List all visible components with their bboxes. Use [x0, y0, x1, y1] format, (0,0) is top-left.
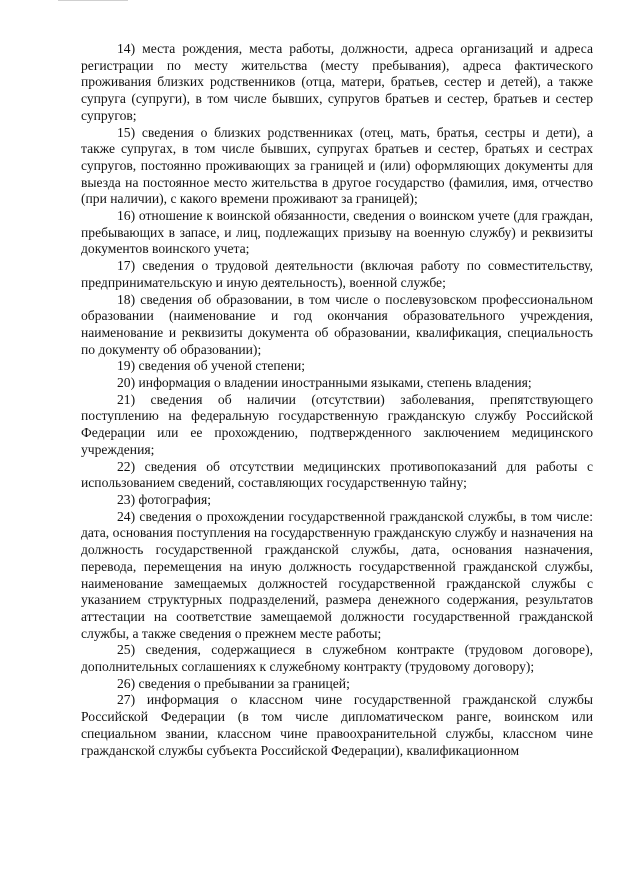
list-item-24: 24) сведения о прохождении государственной гражданской службы, в том числе: дата, основания поступления на государственную гражданскую службу и назначения на должность государственной гражданской службы, дата, основания назначения, перевода, перемещения на иную должность государственной гражданской службы, наименование замещаемых должностей государственной гражданской службы с указанием структурных подразделений, размера денежного содержания, результатов аттестации на соответствие замещаемой должности государственной гражданской службы, а также сведения о прежнем месте работы;: [81, 508, 593, 641]
document-page: [81, 41, 593, 759]
scan-edge-mark: [58, 0, 128, 4]
list-item-19: 19) сведения об ученой степени;: [117, 358, 306, 374]
list-item-16: 16) отношение к воинской обязанности, сведения о воинском учете (для граждан, пребывающих в запасе, и лиц, подлежащих призыву на военную службу) и реквизиты документов воинского учета;: [81, 208, 593, 257]
list-item-20: 20) информация о владении иностранными языками, степень владения;: [117, 375, 532, 391]
list-item-26: 26) сведения о пребывании за границей;: [117, 675, 350, 691]
list-item-22: 22) сведения об отсутствии медицинских противопоказаний для работы с использованием сведений, составляющих государственную тайну;: [81, 458, 593, 491]
list-item-23: 23) фотография;: [117, 491, 212, 507]
list-item-27: 27) информация о классном чине государственной гражданской службы Российской Федерации (в том числе дипломатическом ранге, воинском или специальном звании, классном чине правоохранительной службы, классном чине гражданской службы субъекта Российской Федерации), квалификационном: [81, 692, 593, 758]
list-item-25: 25) сведения, содержащиеся в служебном контракте (трудовом договоре), дополнительных соглашениях к служебному контракту (трудовому договору);: [81, 642, 593, 675]
list-item-21: 21) сведения об наличии (отсутствии) заболевания, препятствующего поступлению на федеральную государственную гражданскую службу Российской Федерации или ее прохождению, подтвержденного заключением медицинского учреждения;: [81, 391, 593, 457]
list-item-17: 17) сведения о трудовой деятельности (включая работу по совместительству, предпринимательскую и иную деятельность), военной службе;: [81, 258, 593, 290]
list-item-18: 18) сведения об образовании, в том числе о послевузовском профессиональном образовании (наименование и год окончания образовательного учреждения, наименование и реквизиты документа об образовании, квалификация, специальность по документу об образовании);: [81, 291, 593, 357]
list-item-14: 14) места рождения, места работы, должности, адреса организаций и адреса регистрации по месту жительства (месту пребывания), адреса фактического проживания близких родственников (отца, матери, братьев, сестер и детей), а также супруга (супруги), в том числе бывших, супругов братьев и сестер, братьев и сестер супругов;: [81, 41, 593, 123]
list-item-15: 15) сведения о близких родственниках (отец, мать, братья, сестры и дети), а также супругах, в том числе бывших, супругах братьев и сестер, братьях и сестрах супругов, постоянно проживающих за границей и (или) оформляющих документы для выезда на постоянное место жительства в другое государство (фамилия, имя, отчество (при наличии), с какого времени проживают за границей);: [81, 124, 593, 207]
